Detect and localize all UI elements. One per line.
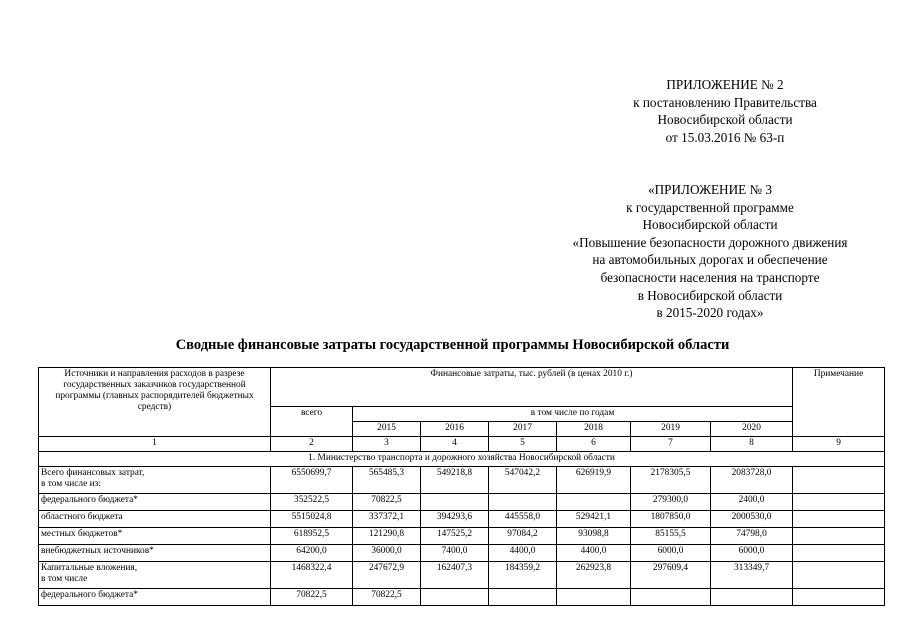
appendix-2-block	[600, 76, 850, 146]
document-title: Сводные финансовые затраты государственной программы Новосибирской области	[175, 337, 730, 353]
table-row	[39, 494, 885, 511]
column-number: 9	[793, 437, 885, 452]
table-row	[39, 545, 885, 562]
row-value: 162407,3	[421, 562, 489, 589]
row-label: Капитальные вложения, в том числе	[39, 562, 271, 589]
row-value: 279300,0	[631, 494, 711, 511]
header-costs: Финансовые затраты, тыс. рублей (в ценах 2010 г.)	[271, 368, 793, 407]
column-number: 8	[711, 437, 793, 452]
column-number: 6	[557, 437, 631, 452]
header-year: 2016	[421, 422, 489, 437]
column-number: 1	[39, 437, 271, 452]
row-value: 7400,0	[421, 545, 489, 562]
row-value: 297609,4	[631, 562, 711, 589]
header-row	[39, 368, 885, 407]
appendix-3-line: Новосибирской области	[642, 217, 778, 233]
row-label: внебюджетных источников*	[39, 545, 271, 562]
header-year: 2020	[711, 422, 793, 437]
row-value	[631, 589, 711, 606]
appendix-2-line: от 15.03.2016 № 63-п	[665, 129, 785, 145]
header-by-years: в том числе по годам	[353, 407, 793, 422]
table-row	[39, 511, 885, 528]
column-number: 4	[421, 437, 489, 452]
row-value: 70822,5	[353, 589, 421, 606]
row-value	[489, 494, 557, 511]
row-label: местных бюджетов*	[39, 528, 271, 545]
financial-costs-table	[38, 367, 885, 606]
header-sources: Источники и направления расходов в разрезе государственных заказчиков государственной программы (главных распорядителей бюджетных средств)	[39, 368, 271, 437]
row-value: 352522,5	[271, 494, 353, 511]
row-note	[793, 467, 885, 494]
row-value	[711, 589, 793, 606]
row-value: 6000,0	[711, 545, 793, 562]
row-note	[793, 545, 885, 562]
row-value	[557, 494, 631, 511]
table-row	[39, 589, 885, 606]
appendix-2-line: к постановлению Правительства	[633, 94, 817, 110]
row-note	[793, 562, 885, 589]
row-value: 547042,2	[489, 467, 557, 494]
appendix-2-line: ПРИЛОЖЕНИЕ № 2	[666, 77, 784, 92]
row-value: 1807850,0	[631, 511, 711, 528]
column-number: 5	[489, 437, 557, 452]
row-value: 93098,8	[557, 528, 631, 545]
column-number: 3	[353, 437, 421, 452]
header-year: 2019	[631, 422, 711, 437]
row-note	[793, 511, 885, 528]
row-label: федерального бюджета*	[39, 494, 271, 511]
row-value: 529421,1	[557, 511, 631, 528]
table-body	[39, 467, 885, 606]
row-value: 70822,5	[353, 494, 421, 511]
row-value: 6550699,7	[271, 467, 353, 494]
row-value: 394293,6	[421, 511, 489, 528]
row-value: 97084,2	[489, 528, 557, 545]
column-number: 7	[631, 437, 711, 452]
row-note	[793, 528, 885, 545]
row-value: 121290,8	[353, 528, 421, 545]
row-value: 4400,0	[489, 545, 557, 562]
row-value: 618952,5	[271, 528, 353, 545]
row-value: 4400,0	[557, 545, 631, 562]
row-value: 626919,9	[557, 467, 631, 494]
row-value	[421, 589, 489, 606]
row-value: 2000530,0	[711, 511, 793, 528]
row-value: 2400,0	[711, 494, 793, 511]
appendix-3-line: «ПРИЛОЖЕНИЕ № 3	[648, 182, 772, 197]
appendix-3-line: в Новосибирской области	[637, 287, 783, 303]
header-year: 2018	[557, 422, 631, 437]
table-row	[39, 528, 885, 545]
section-title: 1. Министерство транспорта и дорожного хозяйства Новосибирской области	[39, 452, 885, 467]
row-value: 64200,0	[271, 545, 353, 562]
row-value: 6000,0	[631, 545, 711, 562]
appendix-2-line: Новосибирской области	[657, 112, 793, 128]
row-note	[793, 589, 885, 606]
row-value: 313349,7	[711, 562, 793, 589]
row-value	[557, 589, 631, 606]
appendix-3-line: безопасности населения на транспорте	[600, 269, 820, 285]
header-note: Примечание	[793, 368, 885, 437]
row-label: областного бюджета	[39, 511, 271, 528]
row-value: 262923,8	[557, 562, 631, 589]
table-row	[39, 562, 885, 589]
row-label: федерального бюджета*	[39, 589, 271, 606]
row-value: 70822,5	[271, 589, 353, 606]
row-value: 147525,2	[421, 528, 489, 545]
row-label: Всего финансовых затрат, в том числе из:	[39, 467, 271, 494]
appendix-3-block	[540, 181, 880, 322]
row-value: 337372,1	[353, 511, 421, 528]
row-value: 184359,2	[489, 562, 557, 589]
row-value: 36000,0	[353, 545, 421, 562]
appendix-3-line: «Повышение безопасности дорожного движения	[572, 234, 848, 250]
row-value: 2083728,0	[711, 467, 793, 494]
row-value	[489, 589, 557, 606]
appendix-3-line: к государственной программе	[626, 199, 794, 215]
table-row	[39, 467, 885, 494]
row-value	[421, 494, 489, 511]
section-row	[39, 452, 885, 467]
row-value: 247672,9	[353, 562, 421, 589]
header-year: 2015	[353, 422, 421, 437]
row-value: 445558,0	[489, 511, 557, 528]
appendix-3-line: на автомобильных дорогах и обеспечение	[592, 252, 828, 268]
row-value: 549218,8	[421, 467, 489, 494]
row-value: 74798,0	[711, 528, 793, 545]
header-year: 2017	[489, 422, 557, 437]
column-number: 2	[271, 437, 353, 452]
appendix-3-line: в 2015-2020 годах»	[656, 305, 764, 321]
row-value: 2178305,5	[631, 467, 711, 494]
header-total: всего	[271, 407, 353, 437]
row-value: 1468322,4	[271, 562, 353, 589]
column-numbers-row	[39, 437, 885, 452]
row-value: 85155,5	[631, 528, 711, 545]
row-note	[793, 494, 885, 511]
row-value: 565485,3	[353, 467, 421, 494]
row-value: 5515024,8	[271, 511, 353, 528]
